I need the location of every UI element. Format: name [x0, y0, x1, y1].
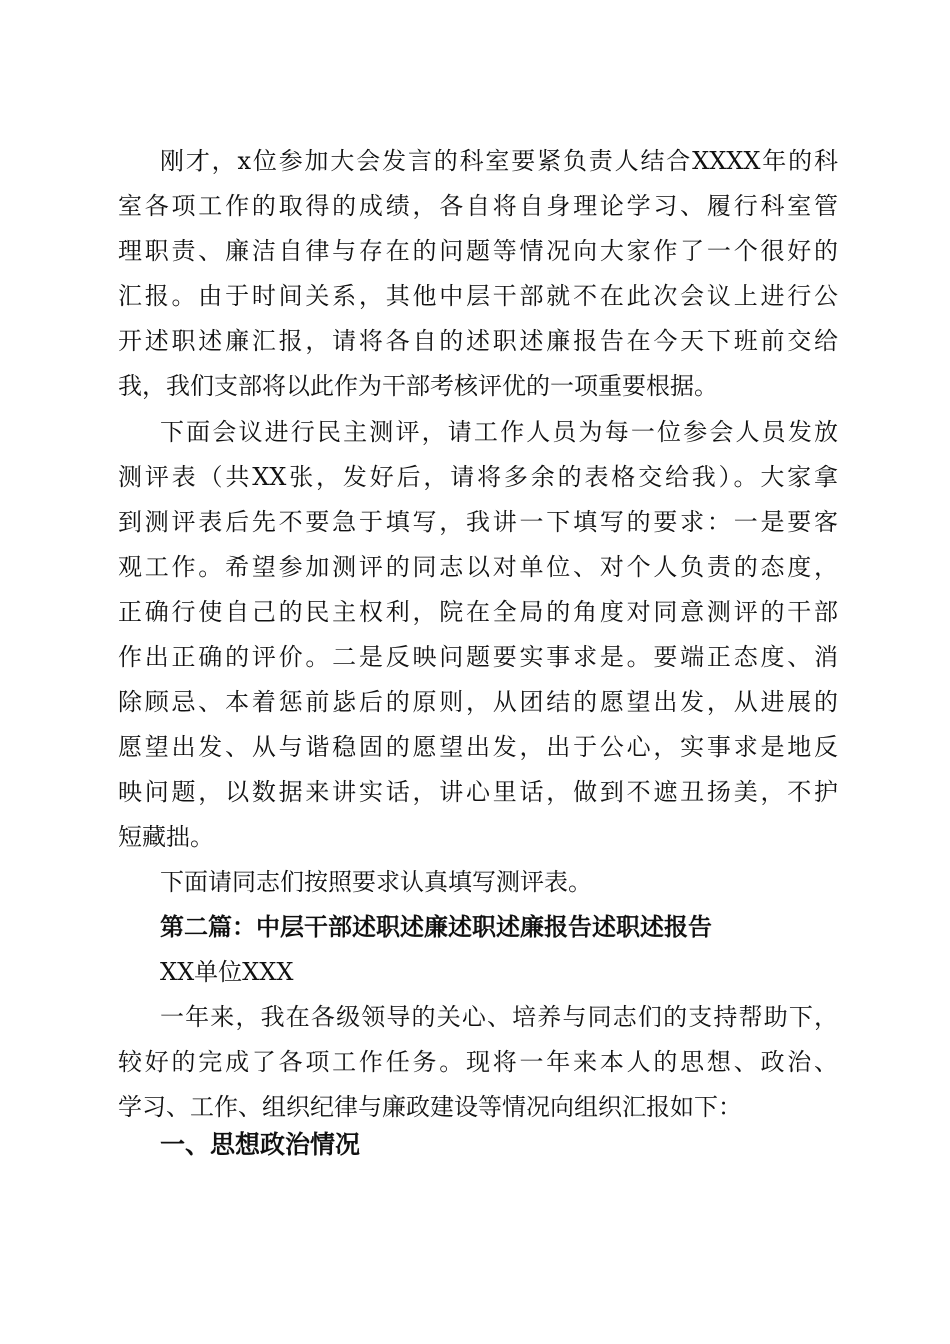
paragraph-2-line-10: 短藏拙。 [118, 823, 214, 851]
paragraph-4-line-1: 一年来，我在各级领导的关心、培养与同志们的支持帮助下， [160, 1003, 838, 1031]
unit-line: XX单位XXX [160, 958, 294, 986]
paragraph-2-line-5: 正确行使自己的民主权利，院在全局的角度对同意测评的干部 [118, 598, 838, 626]
paragraph-4-line-2: 较好的完成了各项工作任务。现将一年来本人的思想、政治、 [118, 1048, 838, 1076]
paragraph-1-line-1: 刚才，x位参加大会发言的科室要紧负责人结合XXXX年的科 [160, 147, 838, 175]
chapter-title: 第二篇：中层干部述职述廉述职述廉报告述职述报告 [160, 912, 712, 941]
paragraph-2-line-6: 作出正确的评价。二是反映问题要实事求是。要端正态度、消 [118, 643, 838, 671]
paragraph-1-line-5: 开述职述廉汇报，请将各自的述职述廉报告在今天下班前交给 [118, 327, 838, 355]
paragraph-2-line-9: 映问题，以数据来讲实话，讲心里话，做到不遮丑扬美，不护 [118, 778, 838, 806]
paragraph-2-line-4: 观工作。希望参加测评的同志以对单位、对个人负责的态度， [118, 553, 838, 581]
paragraph-2-line-2: 测评表（共XX张，发好后，请将多余的表格交给我）。大家拿 [118, 463, 838, 491]
paragraph-1-line-2: 室各项工作的取得的成绩，各自将自身理论学习、履行科室管 [118, 192, 838, 220]
paragraph-2-line-7: 除顾忌、本着惩前毖后的原则，从团结的愿望出发，从进展的 [118, 688, 838, 716]
section-heading: 一、思想政治情况 [160, 1130, 361, 1159]
paragraph-2-line-8: 愿望出发、从与谐稳固的愿望出发，出于公心，实事求是地反 [118, 733, 838, 761]
paragraph-2-line-3: 到测评表后先不要急于填写，我讲一下填写的要求：一是要客 [118, 508, 838, 536]
paragraph-4-line-3: 学习、工作、组织纪律与廉政建设等情况向组织汇报如下： [118, 1093, 742, 1121]
paragraph-1-line-4: 汇报。由于时间关系，其他中层干部就不在此次会议上进行公 [118, 282, 838, 310]
paragraph-3: 下面请同志们按照要求认真填写测评表。 [160, 868, 592, 896]
paragraph-1-line-6: 我，我们支部将以此作为干部考核评优的一项重要根据。 [118, 372, 718, 400]
paragraph-2-line-1: 下面会议进行民主测评，请工作人员为每一位参会人员发放 [160, 418, 838, 446]
paragraph-1-line-3: 理职责、廉洁自律与存在的问题等情况向大家作了一个很好的 [118, 237, 838, 265]
